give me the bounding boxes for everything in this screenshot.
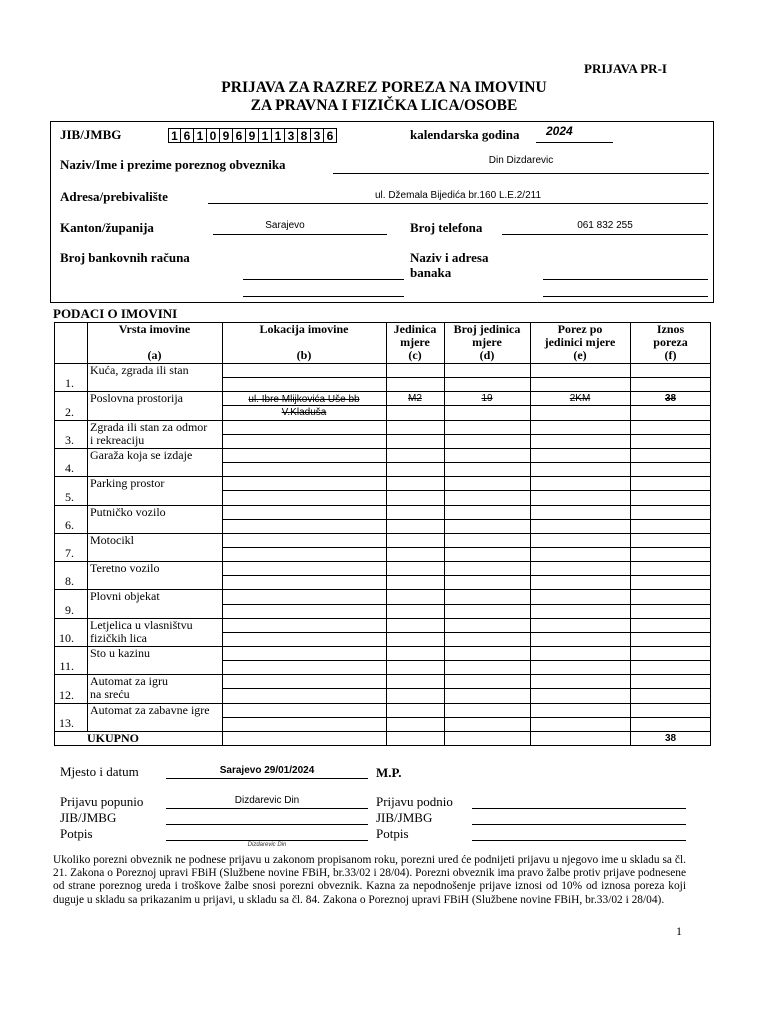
location-value[interactable]	[222, 393, 386, 419]
jib-digit-box[interactable]: 1	[194, 128, 207, 143]
table-row-half-divider	[222, 547, 711, 548]
table-row-half-divider	[222, 717, 711, 718]
address-line	[208, 203, 708, 204]
row-number: 3.	[65, 432, 74, 447]
submitted-by-label: Prijavu podnio	[376, 794, 453, 809]
table-row-half-divider	[222, 434, 711, 435]
row-label-line: fizičkih lica	[90, 630, 147, 645]
jib-digit-box[interactable]: 1	[259, 128, 272, 143]
place-date-value[interactable]: Sarajevo 29/01/2024	[219, 765, 315, 776]
jib-digit-box[interactable]: 0	[207, 128, 220, 143]
row-label-line: Garaža koja se izdaje	[90, 447, 193, 462]
row-label	[90, 506, 221, 519]
column-letter: (f)	[664, 348, 677, 362]
cell-amount[interactable]: 38	[664, 393, 677, 405]
table-row-half-divider	[222, 462, 711, 463]
column-title: Broj jedinica	[453, 322, 521, 336]
taxpayer-info-box	[50, 121, 714, 303]
phone-label: Broj telefona	[410, 220, 483, 235]
page-title: PRIJAVA ZA RAZREZ POREZA NA IMOVINU	[221, 79, 547, 96]
row-label	[90, 477, 221, 490]
name-label: Naziv/Ime i prezime poreznog obveznika	[60, 157, 286, 172]
row-label-line: Parking prostor	[90, 476, 165, 491]
column-letter: (e)	[573, 348, 587, 362]
table-col-divider	[87, 322, 88, 731]
year-label: kalendarska godina	[410, 127, 520, 142]
column-title: Jedinica	[393, 322, 437, 336]
form-id: PRIJAVA PR-I	[584, 61, 667, 76]
column-letter: (a)	[147, 348, 162, 362]
row-number: 7.	[65, 546, 74, 561]
year-value[interactable]: 2024	[546, 124, 573, 138]
column-header	[444, 323, 530, 349]
row-number: 2.	[65, 404, 74, 419]
row-label	[90, 534, 221, 547]
phone-line	[502, 234, 708, 235]
table-row-half-divider	[222, 660, 711, 661]
location-line: ul. Ibre Mlijkovića Uše bb	[248, 394, 360, 406]
filled-by-label: Prijavu popunio	[60, 794, 144, 809]
row-label-line: Motocikl	[90, 532, 134, 547]
canton-line	[213, 234, 387, 235]
row-label-line: i rekreaciju	[90, 432, 145, 447]
jib-label: JIB/JMBG	[60, 127, 122, 142]
row-label	[90, 675, 221, 701]
row-label	[90, 562, 221, 575]
bank-account-label: Broj bankovnih računa	[60, 250, 190, 265]
location-line: V.Kladuša	[281, 407, 327, 419]
jib-digit-box[interactable]: 8	[298, 128, 311, 143]
row-label-line: Teretno vozilo	[90, 561, 160, 576]
jib-digit-box[interactable]: 3	[311, 128, 324, 143]
column-title: mjere	[472, 335, 502, 349]
table-col-divider	[630, 322, 631, 746]
jib-digit-box[interactable]: 6	[324, 128, 337, 143]
table-row-half-divider	[222, 632, 711, 633]
submitted-by-sign-label: Potpis	[376, 826, 409, 841]
cell-unit[interactable]: M2	[408, 393, 422, 405]
row-number: 13.	[59, 715, 74, 730]
row-label-line: Putničko vozilo	[90, 504, 166, 519]
row-number: 11.	[59, 659, 74, 674]
row-label-line: Poslovna prostorija	[90, 391, 183, 406]
filled-by-line	[166, 808, 368, 809]
canton-label: Kanton/županija	[60, 220, 154, 235]
signature-image: Dizdarevic Din	[247, 842, 287, 848]
jib-digit-box[interactable]: 9	[246, 128, 259, 143]
address-value[interactable]: ul. Džemala Bijedića br.160 L.E.2/211	[374, 190, 542, 201]
property-table	[54, 322, 711, 748]
jib-digit-box[interactable]: 1	[272, 128, 285, 143]
row-label-line: na sreću	[90, 687, 130, 702]
cell-tax-per-unit[interactable]: 2KM	[569, 393, 591, 405]
row-label	[90, 421, 221, 447]
total-value[interactable]: 38	[664, 732, 677, 744]
row-label-line: Plovni objekat	[90, 589, 160, 604]
name-value[interactable]: Din Dizdarevic	[488, 155, 554, 166]
column-header	[530, 323, 630, 349]
column-title: poreza	[653, 335, 688, 349]
column-title: mjere	[400, 335, 430, 349]
column-title: Iznos	[656, 322, 685, 336]
bank-name-label: Naziv i adresa banaka	[410, 250, 489, 280]
row-number: 9.	[65, 602, 74, 617]
year-line	[536, 142, 613, 143]
row-label-line: Zgrada ili stan za odmor	[90, 419, 208, 434]
phone-value[interactable]: 061 832 255	[577, 220, 633, 231]
canton-value[interactable]: Sarajevo	[265, 220, 305, 231]
table-col-divider	[444, 322, 445, 746]
row-label	[90, 704, 221, 717]
row-label-line: Automat za zabavne igre	[90, 702, 210, 717]
row-label-line: Automat za igru	[90, 674, 168, 689]
cell-count[interactable]: 19	[481, 393, 493, 405]
filled-by-jib-line[interactable]	[166, 824, 368, 825]
filled-by-value[interactable]: Dizdarevic Din	[234, 795, 300, 806]
address-label: Adresa/prebivalište	[60, 189, 168, 204]
table-row-half-divider	[222, 575, 711, 576]
place-date-line	[166, 778, 368, 779]
column-letter: (b)	[296, 348, 312, 362]
submitted-by-jib-label: JIB/JMBG	[376, 810, 433, 825]
row-label	[90, 619, 221, 645]
column-letter: (c)	[408, 348, 422, 362]
row-label	[90, 647, 221, 660]
mp-label: M.P.	[376, 765, 402, 780]
submitted-by-sign-line[interactable]	[472, 840, 686, 841]
jib-digit-box[interactable]: 6	[233, 128, 246, 143]
jib-digit-box[interactable]: 9	[220, 128, 233, 143]
column-letter: (d)	[479, 348, 495, 362]
section-title: PODACI O IMOVINI	[53, 306, 178, 321]
row-label	[90, 392, 221, 405]
bank-name-line-1[interactable]	[543, 279, 708, 280]
row-number: 12.	[59, 687, 74, 702]
submitted-by-jib-line[interactable]	[472, 824, 686, 825]
row-number: 6.	[65, 517, 74, 532]
row-number: 4.	[65, 461, 74, 476]
bank-name-line-2[interactable]	[543, 296, 708, 297]
name-line	[333, 173, 709, 174]
submitted-by-line[interactable]	[472, 808, 686, 809]
row-label	[90, 364, 221, 377]
table-col-divider	[530, 322, 531, 746]
filled-by-sign-line[interactable]	[166, 840, 368, 841]
row-label-line: Kuća, zgrada ili stan	[90, 363, 189, 377]
place-date-label: Mjesto i datum	[60, 764, 139, 779]
table-row-half-divider	[222, 688, 711, 689]
row-label-line: Sto u kazinu	[90, 646, 150, 660]
column-header	[222, 323, 386, 336]
row-label	[90, 449, 221, 462]
column-title: Porez po	[557, 322, 603, 336]
column-title: Vrsta imovine	[118, 322, 191, 336]
total-label: UKUPNO	[87, 730, 139, 745]
row-label-line: Letjelica u vlasništvu	[90, 617, 193, 632]
table-col-divider	[386, 322, 387, 746]
column-header	[87, 323, 222, 336]
jib-digit-box[interactable]: 1	[168, 128, 181, 143]
jib-digit-box[interactable]: 3	[285, 128, 298, 143]
column-title: jedinici mjere	[544, 335, 616, 349]
table-row-half-divider	[222, 519, 711, 520]
bank-account-line-1[interactable]	[243, 279, 404, 280]
filled-by-sign-label: Potpis	[60, 826, 93, 841]
row-number: 10.	[59, 631, 74, 645]
page-number: 1	[676, 924, 682, 938]
column-header	[630, 323, 711, 349]
table-row-half-divider	[222, 490, 711, 491]
table-col-divider	[222, 322, 223, 746]
jib-digit-box[interactable]: 6	[181, 128, 194, 143]
filled-by-jib-label: JIB/JMBG	[60, 810, 117, 825]
page-subtitle: ZA PRAVNA I FIZIČKA LICA/OSOBE	[250, 97, 518, 114]
column-title: Lokacija imovine	[259, 322, 349, 336]
table-row-half-divider	[222, 604, 711, 605]
column-header	[386, 323, 444, 349]
row-number: 8.	[65, 574, 74, 589]
row-number: 1.	[65, 376, 74, 391]
legal-notice: Ukoliko porezni obveznik ne podnese prijavu u zakonom propisanom roku, porezni ured će podnijeti prijavu u njegovo ime u skladu sa čl. 21. Zakona o Poreznoj upravi FBiH (Službene novine FBiH, br.33/02 i 28/04). Porezni obveznik ima pravo žalbe protiv prijave podnesene od strane poreznog ureda i troškove žalbe snosi porezni obveznik. Kazna za nepodnošenje prijave iznosi od 10% od iznosa poreza koji duguje u skladu sa prikazanim u prijavi, u skladu sa čl. 84. Zakona o Poreznoj upravi FBiH (Službene novine FBiH, br.33/02 i 28/04).	[53, 854, 686, 906]
row-number: 5.	[65, 489, 74, 504]
table-total-divider	[54, 731, 711, 732]
jib-digit-boxes[interactable]	[168, 127, 337, 142]
row-label	[90, 590, 221, 603]
table-row-half-divider	[222, 377, 711, 378]
bank-account-line-2[interactable]	[243, 296, 404, 297]
